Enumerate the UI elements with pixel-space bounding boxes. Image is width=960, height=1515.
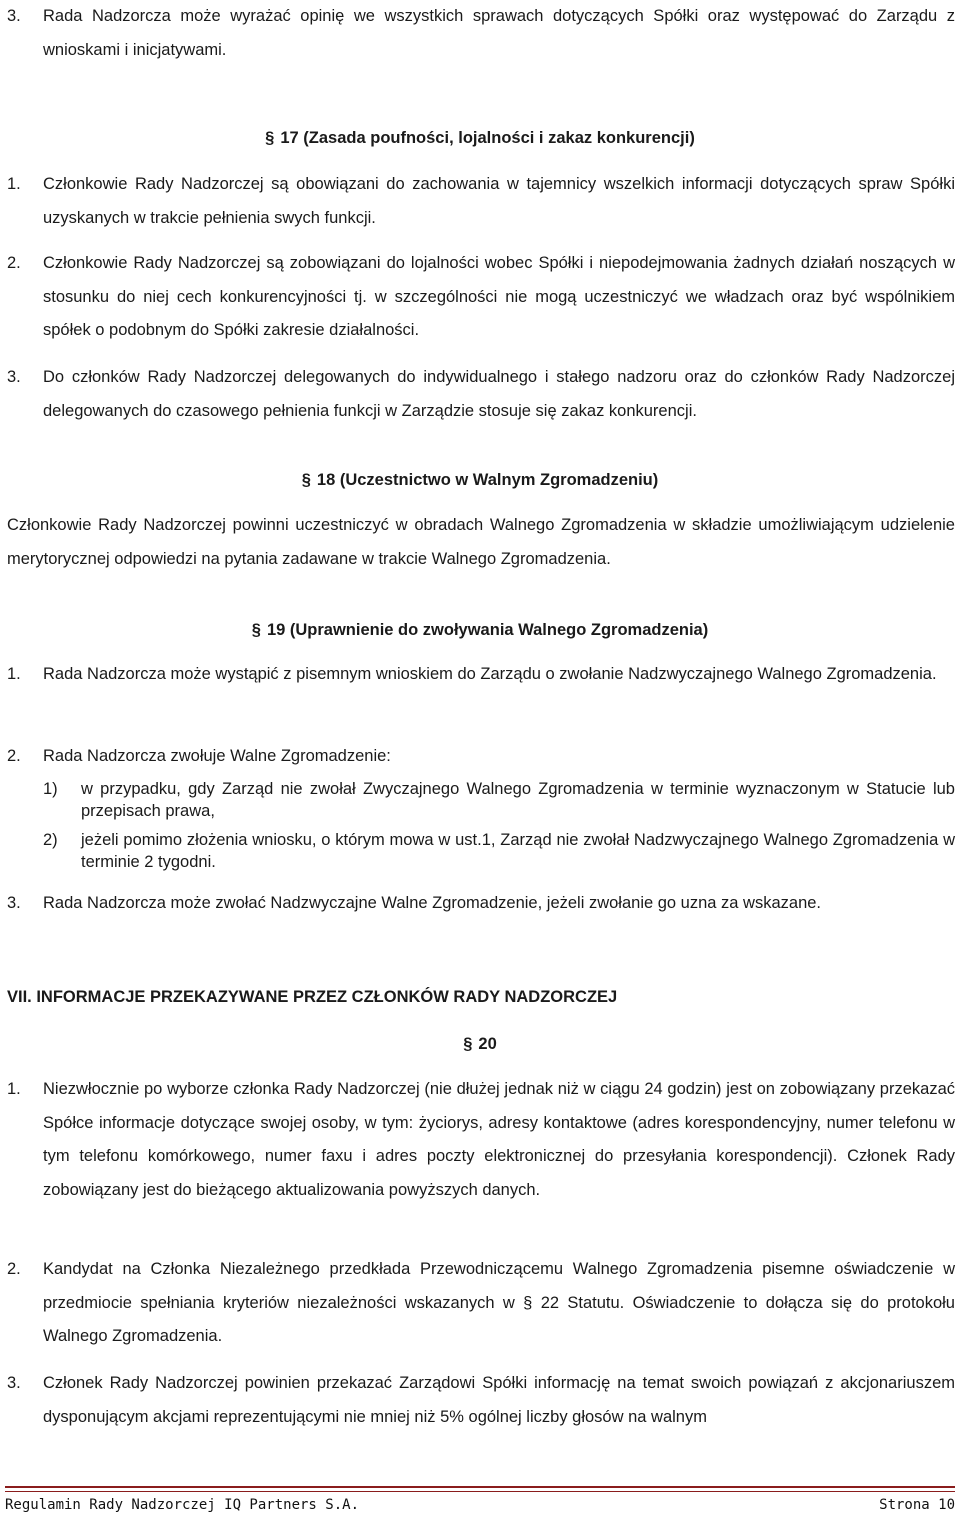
sub-item-number: 1) (43, 780, 58, 798)
list-item (7, 1073, 955, 1207)
item-number: 1. (7, 175, 21, 193)
footer-divider-thin (5, 1491, 955, 1492)
sub-item-number: 2) (43, 831, 58, 849)
list-item (7, 247, 955, 348)
section-title: 20 (478, 1035, 497, 1053)
list-item (7, 658, 955, 692)
section-title: 19 (Uprawnienie do zwoływania Walnego Zgromadzenia) (266, 621, 709, 639)
section-title: 17 (Zasada poufności, lojalności i zakaz konkurencji) (280, 129, 695, 147)
item-text: Kandydat na Członka Niezależnego przedkłada Przewodniczącemu Walnego Zgromadzenia pisemne oświadczenie w przedmiocie spełniania kryteriów niezależności wskazanych w § 22 Statutu. Oświadczenie to dołącza się do protokołu Walnego Zgromadzenia. (43, 1260, 955, 1345)
item-text: Rada Nadzorcza może wyrażać opinię we wszystkich sprawach dotyczących Spółki oraz występować do Zarządu z wnioskami i inicjatywami. (43, 7, 955, 59)
item-number: 3. (7, 894, 21, 912)
item-text: Rada Nadzorcza zwołuje Walne Zgromadzenie: (43, 747, 391, 765)
item-text: Członkowie Rady Nadzorczej są obowiązani do zachowania w tajemnicy wszelkich informacji dotyczących spraw Spółki uzyskanych w trakcie pełnienia swych funkcji. (43, 175, 955, 227)
sub-list-item (43, 778, 955, 822)
list-item (7, 168, 955, 235)
item-text: Rada Nadzorcza może zwołać Nadzwyczajne Walne Zgromadzenie, jeżeli zwołanie go uzna za wskazane. (43, 894, 822, 912)
footer-page-number: Strona 10 (879, 1497, 955, 1513)
section-sign: § (251, 621, 261, 639)
item-text: Członkowie Rady Nadzorczej są zobowiązani do lojalności wobec Spółki i niepodejmowania żadnych działań noszących w stosunku do niej cech konkurencyjności tj. w szczególności nie mogą uczestniczyć we władzach oraz być wspólnikiem spółek o podobnym do Spółki zakresie działalności. (43, 254, 955, 339)
item-number: 3. (7, 1374, 21, 1392)
section-sign: § (301, 471, 311, 489)
list-item (7, 1367, 955, 1434)
item-number: 2. (7, 1260, 21, 1278)
list-item (7, 1253, 955, 1354)
item-number: 2. (7, 254, 21, 272)
item-text: Członek Rady Nadzorczej powinien przekazać Zarządowi Spółki informację na temat swoich powiązań z akcjonariuszem dysponującym akcjami reprezentującymi nie mniej niż 5% ogólnej liczby głosów na walnym (43, 1374, 955, 1426)
item-number: 1. (7, 1080, 21, 1098)
sub-list-item (43, 829, 955, 873)
section-sign: § (265, 129, 275, 147)
section-heading-20 (0, 1032, 960, 1056)
section-title: 18 (Uczestnictwo w Walnym Zgromadzeniu) (316, 471, 659, 489)
item-text: Niezwłocznie po wyborze członka Rady Nadzorczej (nie dłużej jednak niż w ciągu 24 godzin) jest on zobowiązany przekazać Spółce informacje dotyczące swojej osoby, w tym: życiorys, adresy kontaktowe (adres korespondencyjny, numer telefonu w tym telefonu komórkowego, numer faxu i adres poczty elektronicznej do przesyłania korespondencji). Członek Rady zobowiązany jest do bieżącego aktualizowania powyższych danych. (43, 1080, 955, 1199)
list-item (7, 0, 955, 67)
section-heading-19 (0, 618, 960, 642)
section-heading-18 (0, 468, 960, 492)
item-number: 3. (7, 7, 21, 25)
footer-divider (5, 1486, 955, 1488)
item-text: Do członków Rady Nadzorczej delegowanych do indywidualnego i stałego nadzoru oraz do członków Rady Nadzorczej delegowanych do czasowego pełnienia funkcji w Zarządzie stosuje się zakaz konkurencji. (43, 368, 955, 420)
chapter-heading: VII. INFORMACJE PRZEKAZYWANE PRZEZ CZŁONKÓW RADY NADZORCZEJ (7, 988, 618, 1006)
list-item (7, 887, 955, 921)
item-number: 1. (7, 665, 21, 683)
paragraph: Członkowie Rady Nadzorczej powinni uczestniczyć w obradach Walnego Zgromadzenia w składzie umożliwiającym udzielenie merytorycznej odpowiedzi na pytania zadawane w trakcie Walnego Zgromadzenia. (7, 516, 955, 568)
section-sign: § (463, 1035, 473, 1053)
section-heading-17 (0, 126, 960, 150)
item-number: 2. (7, 747, 21, 765)
footer-document-title: Regulamin Rady Nadzorczej IQ Partners S.A. (5, 1497, 360, 1513)
sub-item-text: w przypadku, gdy Zarząd nie zwołał Zwyczajnego Walnego Zgromadzenia w terminie wyznaczonym w Statucie lub przepisach prawa, (81, 780, 955, 820)
sub-item-text: jeżeli pomimo złożenia wniosku, o którym mowa w ust.1, Zarząd nie zwołał Nadzwyczajnego Walnego Zgromadzenia w terminie 2 tygodni. (81, 831, 955, 871)
list-item (7, 361, 955, 428)
item-text: Rada Nadzorcza może wystąpić z pisemnym wnioskiem do Zarządu o zwołanie Nadzwyczajnego Walnego Zgromadzenia. (43, 665, 937, 683)
list-item (7, 740, 955, 774)
item-number: 3. (7, 368, 21, 386)
